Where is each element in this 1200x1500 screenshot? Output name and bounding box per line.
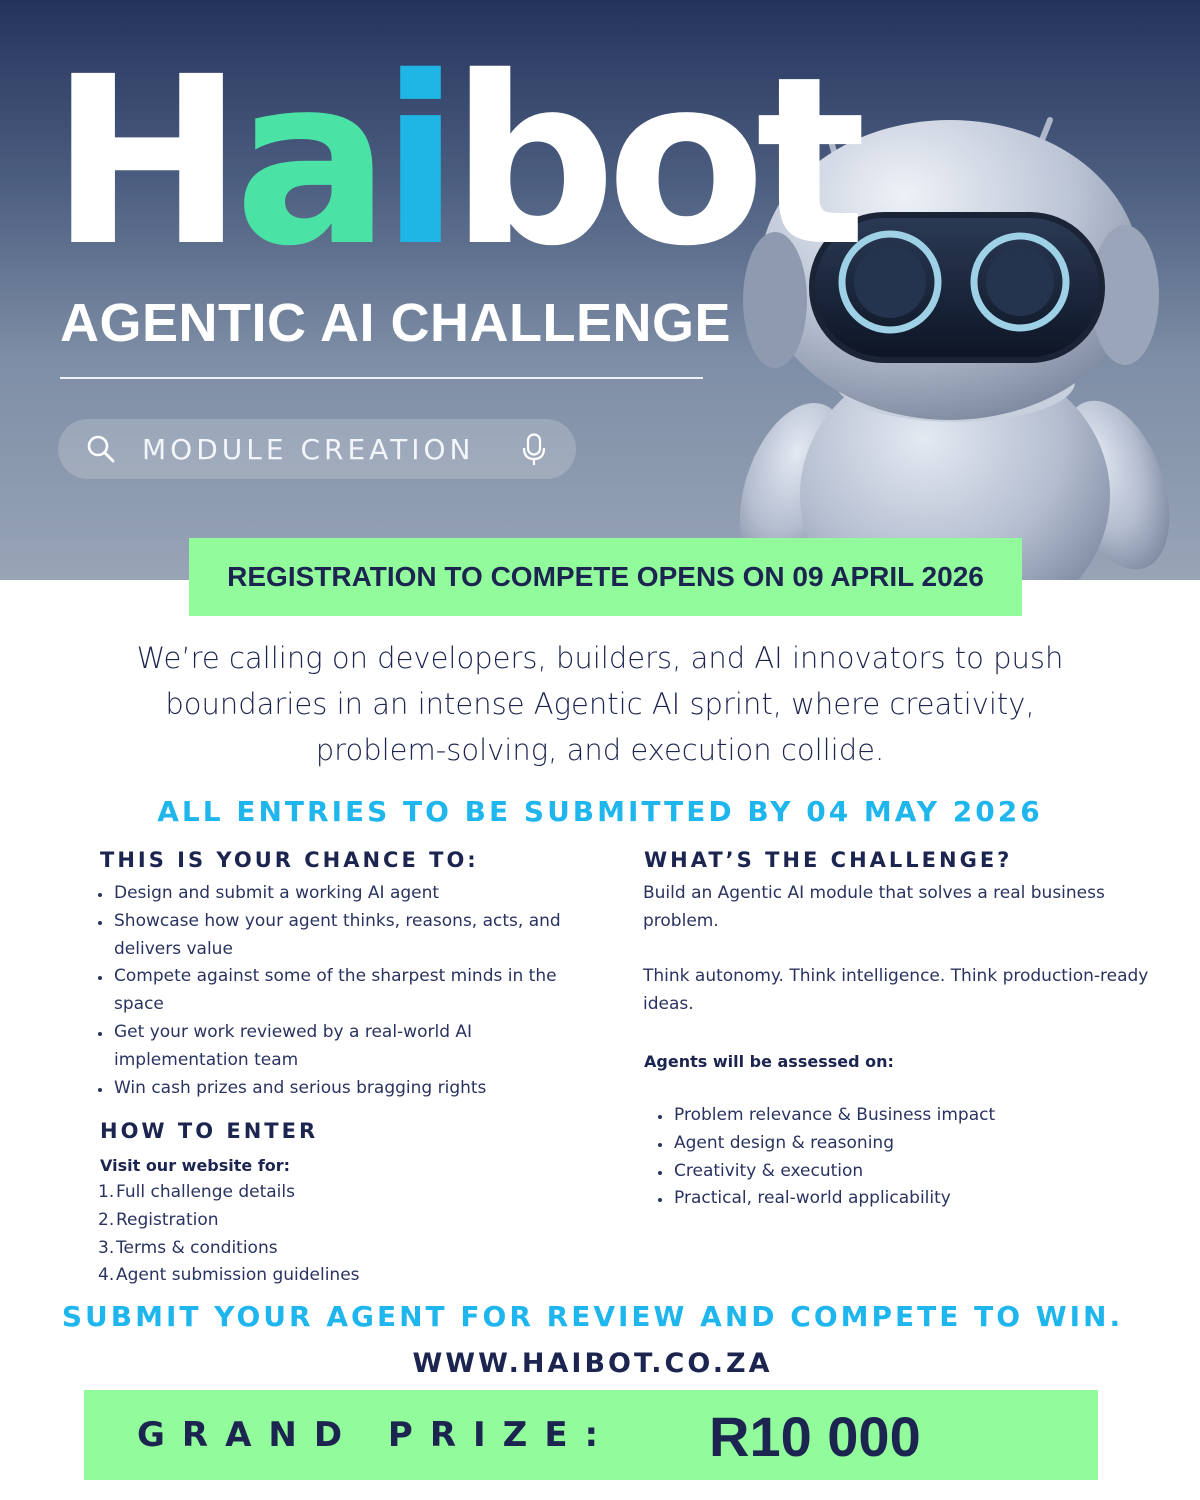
challenge-tagline: Think autonomy. Think intelligence. Think production-ready ideas.	[643, 966, 1149, 1014]
logo-letters-bot: bot	[450, 27, 857, 297]
list-item	[98, 1262, 518, 1290]
search-text: MODULE CREATION	[142, 432, 475, 466]
website-link[interactable]: WWW.HAIBOT.CO.ZA	[412, 1348, 773, 1379]
assessment-criteria-list	[658, 1102, 1158, 1213]
microphone-icon	[522, 433, 546, 467]
how-to-enter-heading: HOW TO ENTER	[100, 1119, 319, 1143]
logo-letter-a: a	[234, 27, 381, 297]
list-item: Get your work reviewed by a real-world AI implementation team	[98, 1019, 598, 1075]
intro-text	[100, 635, 1100, 773]
list-item: Creativity & execution	[658, 1158, 1158, 1186]
grand-prize-value: R10 000	[709, 1405, 921, 1468]
list-item	[98, 1207, 518, 1235]
search-bar	[58, 419, 576, 479]
list-item: Win cash prizes and serious bragging rights	[98, 1075, 598, 1103]
step-number: 2.	[98, 1209, 115, 1230]
step-number: 3.	[98, 1237, 115, 1258]
logo-letter-h: H	[50, 27, 235, 297]
intro-line: boundaries in an intense Agentic AI sprint, where creativity,	[165, 687, 1035, 721]
hero-divider	[60, 377, 703, 379]
list-item	[98, 1235, 518, 1263]
call-to-action: SUBMIT YOUR AGENT FOR REVIEW AND COMPETE TO WIN.	[61, 1300, 1124, 1333]
list-item: Practical, real-world applicability	[658, 1185, 1158, 1213]
list-item: Agent design & reasoning	[658, 1130, 1158, 1158]
list-item	[98, 1179, 518, 1207]
step-text: Agent submission guidelines	[116, 1265, 360, 1286]
haibot-logo	[50, 27, 857, 297]
how-to-enter-subheading: Visit our website for:	[100, 1156, 291, 1175]
step-text: Terms & conditions	[116, 1237, 278, 1258]
intro-line: problem-solving, and execution collide.	[315, 733, 885, 767]
assessment-heading: Agents will be assessed on:	[644, 1052, 894, 1071]
challenge-description: Build an Agentic AI module that solves a real business problem.	[643, 883, 1105, 931]
step-text: Registration	[116, 1209, 219, 1230]
registration-banner	[189, 538, 1022, 616]
search-icon	[86, 434, 116, 464]
grand-prize-label: GRAND PRIZE:	[137, 1415, 616, 1455]
step-number: 4.	[98, 1265, 115, 1286]
logo-letter-i: i	[380, 27, 451, 297]
chance-list	[98, 880, 598, 1102]
registration-text: REGISTRATION TO COMPETE OPENS ON 09 APRIL 2026	[227, 561, 984, 592]
page-subtitle: AGENTIC AI CHALLENGE	[60, 293, 731, 353]
step-number: 1.	[98, 1182, 115, 1202]
step-text: Full challenge details	[116, 1182, 295, 1202]
challenge-heading: WHAT’S THE CHALLENGE?	[644, 848, 1013, 872]
grand-prize-banner	[84, 1390, 1098, 1480]
list-item: Compete against some of the sharpest minds in the space	[98, 963, 598, 1019]
list-item: Showcase how your agent thinks, reasons, acts, and delivers value	[98, 908, 598, 964]
entry-steps-list	[98, 1179, 518, 1290]
intro-line: We’re calling on developers, builders, and AI innovators to push	[136, 641, 1064, 675]
list-item: Problem relevance & Business impact	[658, 1102, 1158, 1130]
list-item: Design and submit a working AI agent	[98, 880, 598, 908]
chance-heading: THIS IS YOUR CHANCE TO:	[100, 848, 479, 872]
hero-banner	[0, 0, 1200, 580]
deadline-heading: ALL ENTRIES TO BE SUBMITTED BY 04 MAY 2026	[157, 795, 1043, 828]
